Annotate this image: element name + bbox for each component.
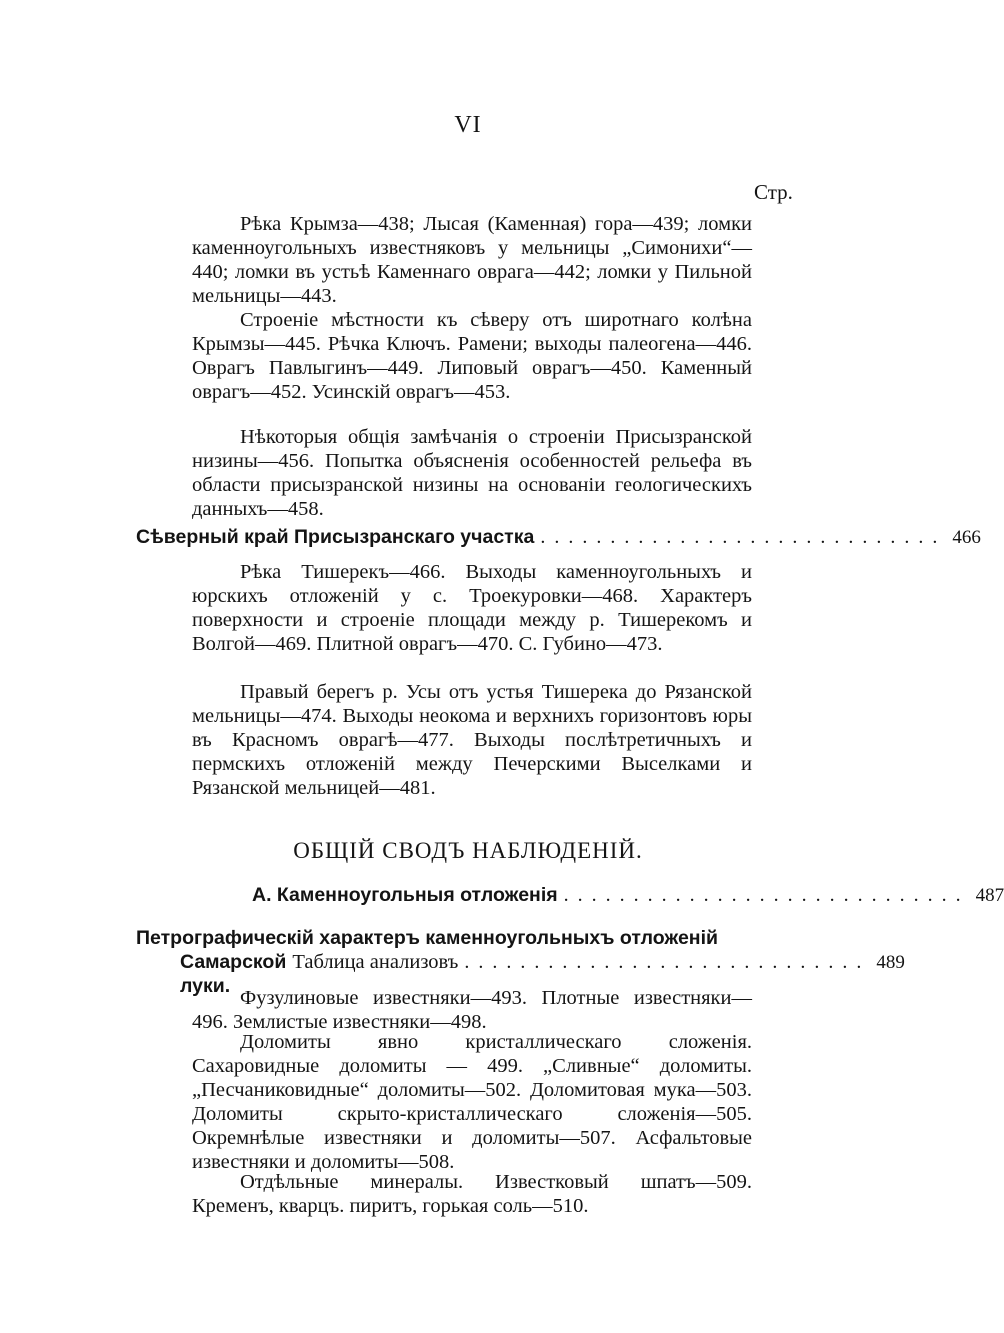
toc-entry-title: Сѣверный край Присызранскаго участка <box>136 526 535 548</box>
toc-entry-carboniferous <box>252 884 1004 907</box>
section-title: ОБЩІЙ СВОДЪ НАБЛЮДЕНІЙ. <box>293 838 643 863</box>
paragraph-general-remarks: Нѣкоторыя общія замѣчанія о строеніи Присызранской низины—456. Попытка объясненія особенностей рельефа въ области присызранской низины на основаніи геологическихъ данныхъ—458. <box>192 426 752 520</box>
leader-dots: ............................. <box>464 951 871 973</box>
paragraph-usa-bank: Правый берегъ р. Усы отъ устья Тишерека до Рязанской мельницы—474. Выходы неокома и верхнихъ горизонтовъ юры въ Красномъ оврагѣ—477. Выходы послѣтретичныхъ и пермскихъ отложеній между Печерскими Выселками и Рязанской мельницей—481. <box>192 681 752 799</box>
toc-entry-title-plain: Таблица анализовъ <box>292 951 459 973</box>
toc-entry-northern-edge <box>136 526 981 549</box>
paragraph-dolomites: Доломиты явно кристаллическаго сложенія. Сахаровидные доломиты — 499. „Сливные“ доломиты. „Песчаниковидные“ доломиты—502. Доломитовая мука—503. Доломиты скрыто-кристаллическаго сложенія—505. Окремнѣлые известняки и доломиты—507. Асфальтовые известняки и доломиты—508. <box>192 1031 752 1173</box>
toc-entry-title-bold: Самарской луки. <box>180 951 287 997</box>
toc-entry-page: 487 <box>975 885 1004 906</box>
toc-entry-title-line1: Петрографическій характеръ каменноугольныхъ отложеній <box>136 927 718 949</box>
paragraph-krymza: Рѣка Крымза—438; Лысая (Каменная) гора—439; ломки каменноугольныхъ известняковъ у мельницы „Симонихи“—440; ломки въ устьѣ Каменнаго оврага—442; ломки у Пильной мельницы—443. <box>192 213 752 307</box>
paragraph-structure-north: Строеніе мѣстности къ сѣверу отъ широтнаго колѣна Крымзы—445. Рѣчка Ключъ. Рамени; выходы палеогена—446. Оврагъ Павлыгинъ—449. Липовый оврагъ—450. Каменный оврагъ—452. Усинскій оврагъ—453. <box>192 309 752 403</box>
page-number: VI <box>454 112 482 138</box>
page-column-header: Стр. <box>754 180 793 204</box>
paragraph-fusulina: Фузулиновые известняки—493. Плотные известняки—496. Землистые известняки—498. <box>192 987 752 1033</box>
leader-dots: ............................. <box>540 526 947 548</box>
leader-dots: ............................. <box>563 884 970 906</box>
paragraph-minerals: Отдѣльные минералы. Известковый шпатъ—509. Кременъ, кварцъ. пиритъ, горькая соль—510. <box>192 1171 752 1217</box>
toc-entry-page: 489 <box>876 952 905 973</box>
paragraph-tisherek: Рѣка Тишерекъ—466. Выходы каменноугольныхъ и юрскихъ отложеній у с. Троекуровки—468. Характеръ поверхности и строеніе площади между р. Тишерекомъ и Волгой—469. Плитной оврагъ—470. С. Губино—473. <box>192 561 752 655</box>
toc-entry-title: А. Каменноугольныя отложенія <box>252 884 558 906</box>
toc-entry-page: 466 <box>952 527 981 548</box>
